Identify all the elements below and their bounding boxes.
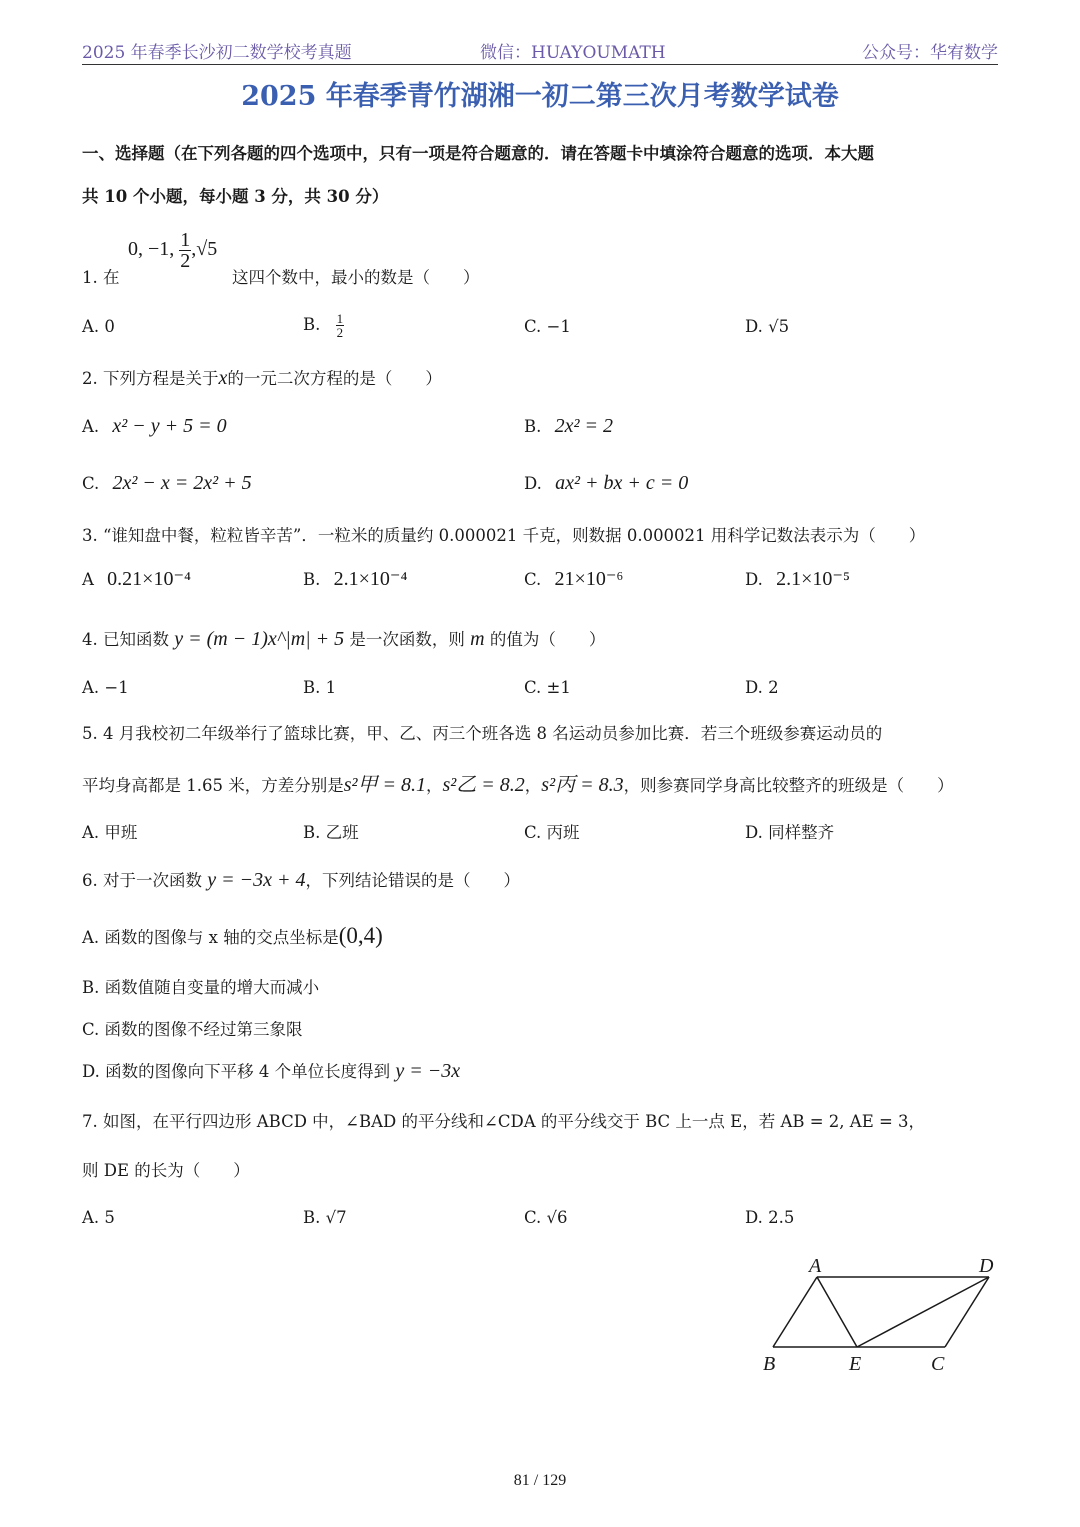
edge-ab — [773, 1277, 817, 1347]
q4-stem-pre: 4. 已知函数 — [82, 630, 169, 649]
section-heading-line1: 一、选择题（在下列各题的四个选项中，只有一项是符合题意的．请在答题卡中填涂符合题意的选项．本大题 — [82, 144, 874, 163]
q3-option-c — [524, 566, 623, 591]
q1-frac-den: 2 — [180, 250, 191, 272]
page-title: 2025 年春季青竹湖湘一初二第三次月考数学试卷 — [241, 81, 839, 112]
q1-numbers-pre: 0, −1, — [128, 238, 175, 261]
q6-option-c: C. 函数的图像不经过第三象限 — [82, 1020, 303, 1039]
q2-option-a — [82, 415, 227, 438]
q1-stem: 这四个数中，最小的数是（ ） — [232, 268, 480, 287]
q6-option-b: B. 函数值随自变量的增大而减小 — [82, 978, 320, 997]
q1-fraction — [179, 230, 191, 271]
q7-option-d: D. 2.5 — [745, 1208, 795, 1227]
q3-c-math: 21×10⁻⁶ — [554, 568, 624, 590]
q5-variance-yi: s²乙 = 8.2 — [442, 774, 525, 796]
q6-option-d — [82, 1058, 460, 1083]
q3-b-label: B. — [303, 570, 321, 589]
q3-a-math: 0.21×10⁻⁴ — [107, 568, 191, 590]
q2-stem — [82, 365, 442, 390]
q5-variance-bing: s²丙 = 8.3 — [541, 774, 624, 796]
q1-option-b — [303, 312, 344, 339]
q1-option-a: A. 0 — [82, 317, 115, 336]
q2-b-math: 2x² = 2 — [554, 415, 613, 437]
q7-stem-line1: 7. 如图，在平行四边形 ABCD 中，∠BAD 的平分线和∠CDA 的平分线交于 BC 上一点 E，若 AB = 2, AE = 3， — [82, 1112, 926, 1131]
header-center: 微信：HUAYOUMATH — [480, 43, 666, 63]
section-heading-line2: 共 10 个小题，每小题 3 分，共 30 分） — [82, 187, 389, 206]
q1-option-b-label: B. — [303, 315, 321, 334]
q2-var: x — [218, 367, 228, 389]
q6-stem-post: ，下列结论错误的是（ ） — [305, 871, 520, 890]
segment-de — [857, 1277, 989, 1347]
q4-var: m — [470, 628, 485, 650]
page-number: 81 / 129 — [513, 1472, 567, 1489]
label-a: A — [809, 1255, 822, 1277]
q2-c-label: C. — [82, 474, 100, 493]
q3-option-d — [745, 566, 850, 591]
q3-option-a — [82, 566, 191, 591]
q2-a-label: A. — [82, 417, 100, 436]
q1-b-num: 1 — [336, 311, 344, 326]
q1-number-list — [128, 230, 217, 271]
q4-math: y = (m − 1)x^|m| + 5 — [174, 628, 345, 650]
label-c: C — [931, 1353, 945, 1375]
q2-option-b — [524, 415, 613, 438]
q6-math: y = −3x + 4 — [207, 869, 306, 891]
q6-a-math: (0,4) — [338, 923, 383, 948]
q5-line2-pre: 平均身高都是 1.65 米，方差分别是 — [82, 776, 344, 795]
q3-option-b — [303, 566, 407, 591]
header-right: 公众号：华宥数学 — [862, 43, 998, 63]
q1-option-b-fraction — [336, 312, 345, 339]
q6-d-text: D. 函数的图像向下平移 4 个单位长度得到 — [82, 1062, 391, 1081]
q2-option-c — [82, 472, 252, 495]
label-b: B — [763, 1353, 776, 1375]
q4-option-b: B. 1 — [303, 678, 337, 697]
q2-a-math: x² − y + 5 = 0 — [112, 415, 227, 437]
q2-d-math: ax² + bx + c = 0 — [555, 472, 689, 494]
q4-stem-post: 的值为（ ） — [489, 630, 606, 649]
q7-option-c: C. √6 — [524, 1208, 568, 1227]
q1-numbers-post: ,√5 — [191, 238, 218, 261]
q7-stem-line2: 则 DE 的长为（ ） — [82, 1161, 250, 1180]
edge-dc — [945, 1277, 989, 1347]
q2-stem-post: 的一元二次方程的是（ ） — [227, 369, 442, 388]
q5-option-d: D. 同样整齐 — [745, 823, 835, 842]
q7-option-a: A. 5 — [82, 1208, 115, 1227]
q2-stem-pre: 2. 下列方程是关于 — [82, 369, 219, 388]
q5-variance-jia: s²甲 = 8.1 — [343, 774, 427, 796]
q4-option-c: C. ±1 — [524, 678, 571, 697]
q3-d-label: D. — [745, 570, 763, 589]
q5-line2-post: ，则参赛同学身高比较整齐的班级是（ ） — [623, 776, 954, 795]
q3-stem: 3. “谁知盘中餐，粒粒皆辛苦”．一粒米的质量约 0.000021 千克，则数据 0.000021 用科学记数法表示为（ ） — [82, 526, 926, 545]
q6-d-math: y = −3x — [395, 1060, 461, 1082]
page-header — [82, 36, 998, 65]
q4-option-d: D. 2 — [745, 678, 779, 697]
header-left: 2025 年春季长沙初二数学校考真题 — [82, 43, 352, 63]
q4-stem — [82, 626, 605, 651]
q4-option-a: A. −1 — [82, 678, 129, 697]
segment-ae — [817, 1277, 857, 1347]
q3-d-math: 2.1×10⁻⁵ — [776, 568, 850, 590]
q2-c-math: 2x² − x = 2x² + 5 — [112, 472, 252, 494]
q1-stem-prefix: 1. 在 — [82, 268, 120, 287]
q2-option-d — [524, 472, 688, 495]
q5-option-c: C. 丙班 — [524, 823, 580, 842]
q6-option-a — [82, 923, 383, 949]
q5-stem-line2: 平均身高都是 1.65 米，方差分别是s²甲 = 8.1，s²乙 = 8.2，s²丙 = 8.3，则参赛同学身高比较整齐的班级是（ ） — [82, 774, 954, 796]
q3-b-math: 2.1×10⁻⁴ — [333, 568, 408, 590]
q2-d-label: D. — [524, 474, 542, 493]
q3-a-label: A — [82, 570, 94, 589]
q6-stem — [82, 867, 520, 892]
q1-b-den: 2 — [336, 325, 344, 340]
q6-stem-pre: 6. 对于一次函数 — [82, 871, 202, 890]
q6-a-text: A. 函数的图像与 x 轴的交点坐标是 — [82, 928, 339, 947]
q7-option-b: B. √7 — [303, 1208, 347, 1227]
parallelogram-figure — [755, 1250, 1015, 1380]
q1-frac-num: 1 — [180, 229, 191, 251]
q5-stem-line1: 5. 4 月我校初二年级举行了篮球比赛，甲、乙、丙三个班各选 8 名运动员参加比赛．若三个班级参赛运动员的 — [82, 724, 883, 743]
label-d: D — [979, 1255, 994, 1277]
q4-stem-mid: 是一次函数，则 — [349, 630, 465, 649]
q5-option-b: B. 乙班 — [303, 823, 359, 842]
q2-b-label: B. — [524, 417, 542, 436]
label-e: E — [849, 1353, 862, 1375]
q1-option-c: C. −1 — [524, 317, 571, 336]
q5-option-a: A. 甲班 — [82, 823, 138, 842]
q1-option-d: D. √5 — [745, 317, 790, 336]
q3-c-label: C. — [524, 570, 542, 589]
